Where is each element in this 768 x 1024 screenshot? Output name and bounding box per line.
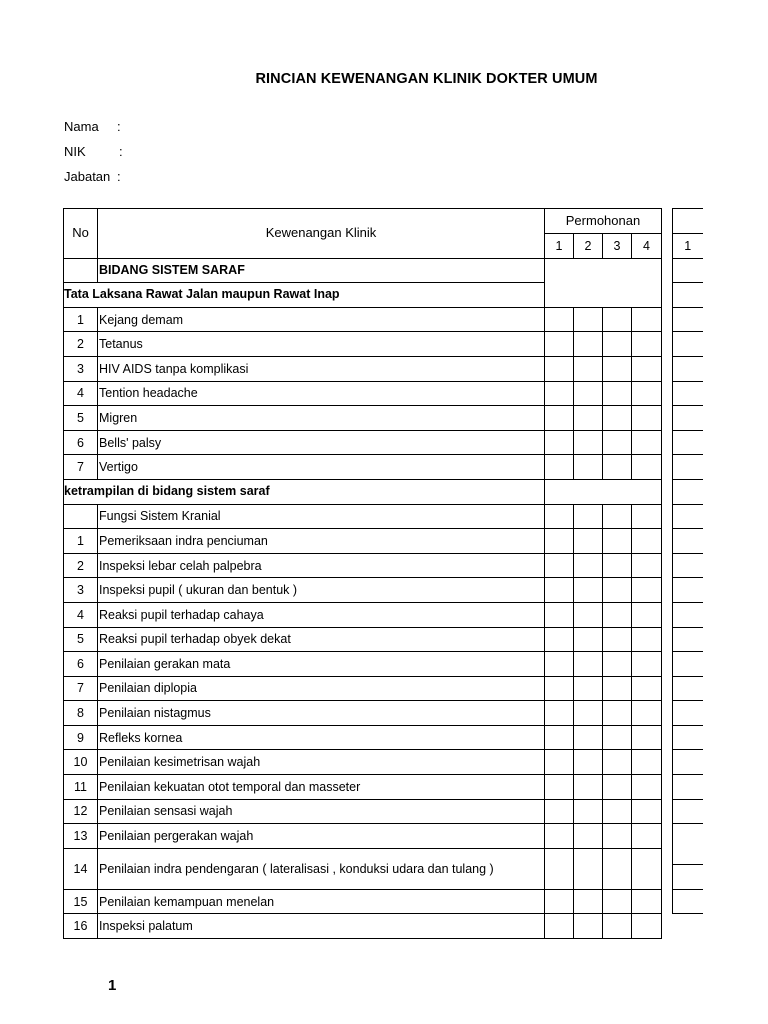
table-row xyxy=(64,799,662,824)
side-row xyxy=(673,799,703,824)
field-jabatan xyxy=(64,169,121,184)
side-row xyxy=(673,381,703,406)
row-number: 6 xyxy=(64,652,98,677)
permohonan-checkbox[interactable] xyxy=(603,529,632,554)
table-row xyxy=(64,307,662,332)
permohonan-checkbox[interactable] xyxy=(603,455,632,480)
permohonan-checkbox[interactable] xyxy=(632,504,662,529)
permohonan-checkbox[interactable] xyxy=(632,602,662,627)
side-row xyxy=(673,865,703,890)
side-checkbox xyxy=(673,479,703,504)
permohonan-checkbox[interactable] xyxy=(545,356,574,381)
side-row xyxy=(673,553,703,578)
side-row xyxy=(673,701,703,726)
row-number: 15 xyxy=(64,889,98,914)
side-row xyxy=(673,504,703,529)
permohonan-checkbox[interactable] xyxy=(632,430,662,455)
bidang-heading: BIDANG SISTEM SARAF xyxy=(98,258,545,283)
side-row xyxy=(673,824,703,865)
row-number: 5 xyxy=(64,406,98,431)
permohonan-checkbox[interactable] xyxy=(603,430,632,455)
section1-cell xyxy=(64,283,340,308)
col-permohonan-header: Permohonan xyxy=(545,209,662,234)
permohonan-checkbox[interactable] xyxy=(574,578,603,603)
permohonan-checkbox[interactable] xyxy=(574,332,603,357)
permohonan-checkbox[interactable] xyxy=(574,775,603,800)
permohonan-checkbox[interactable] xyxy=(545,848,574,889)
side-table xyxy=(672,208,703,914)
permohonan-checkbox[interactable] xyxy=(603,652,632,677)
permohonan-checkbox[interactable] xyxy=(632,381,662,406)
table-row xyxy=(64,578,662,603)
sub-col-2: 2 xyxy=(574,234,603,259)
row-item: Refleks kornea xyxy=(98,725,545,750)
permohonan-checkbox[interactable] xyxy=(545,775,574,800)
permohonan-checkbox[interactable] xyxy=(632,914,662,939)
permohonan-checkbox[interactable] xyxy=(603,848,632,889)
permohonan-checkbox[interactable] xyxy=(545,701,574,726)
side-checkbox xyxy=(673,283,703,308)
permohonan-checkbox[interactable] xyxy=(545,553,574,578)
row-item: Penilaian kesimetrisan wajah xyxy=(98,750,545,775)
permohonan-checkbox[interactable] xyxy=(632,553,662,578)
side-row xyxy=(673,356,703,381)
permohonan-checkbox[interactable] xyxy=(574,504,603,529)
side-row xyxy=(673,627,703,652)
permohonan-checkbox[interactable] xyxy=(632,889,662,914)
side-checkbox xyxy=(673,307,703,332)
permohonan-checkbox[interactable] xyxy=(545,307,574,332)
row-number: 11 xyxy=(64,775,98,800)
permohonan-checkbox[interactable] xyxy=(632,578,662,603)
permohonan-checkbox[interactable] xyxy=(632,775,662,800)
permohonan-checkbox[interactable] xyxy=(545,381,574,406)
permohonan-checkbox[interactable] xyxy=(545,652,574,677)
permohonan-checkbox[interactable] xyxy=(603,381,632,406)
side-row xyxy=(673,889,703,914)
permohonan-checkbox[interactable] xyxy=(574,553,603,578)
permohonan-checkbox[interactable] xyxy=(574,676,603,701)
permohonan-checkbox[interactable] xyxy=(545,602,574,627)
row-number: 2 xyxy=(64,553,98,578)
table-row xyxy=(64,701,662,726)
row-number: 1 xyxy=(64,529,98,554)
row-number: 7 xyxy=(64,676,98,701)
side-checkbox xyxy=(673,356,703,381)
permohonan-checkbox[interactable] xyxy=(632,799,662,824)
row-number: 3 xyxy=(64,578,98,603)
side-row xyxy=(673,529,703,554)
permohonan-checkbox[interactable] xyxy=(574,914,603,939)
permohonan-checkbox[interactable] xyxy=(574,455,603,480)
permohonan-checkbox[interactable] xyxy=(603,775,632,800)
bidang-blank xyxy=(545,258,662,307)
row-item: Tetanus xyxy=(98,332,545,357)
permohonan-checkbox[interactable] xyxy=(545,430,574,455)
permohonan-checkbox[interactable] xyxy=(574,529,603,554)
table-row xyxy=(64,455,662,480)
permohonan-checkbox[interactable] xyxy=(574,799,603,824)
row-item: Penilaian indra pendengaran ( lateralisasi , konduksi udara dan tulang ) xyxy=(98,848,545,889)
row-item: Penilaian nistagmus xyxy=(98,701,545,726)
permohonan-checkbox[interactable] xyxy=(545,889,574,914)
table-row xyxy=(64,430,662,455)
permohonan-checkbox[interactable] xyxy=(574,889,603,914)
side-checkbox xyxy=(673,725,703,750)
permohonan-checkbox[interactable] xyxy=(603,889,632,914)
side-row xyxy=(673,479,703,504)
row-number: 14 xyxy=(64,848,98,889)
row-item: Inspeksi pupil ( ukuran dan bentuk ) xyxy=(98,578,545,603)
field-jabatan-colon: : xyxy=(117,169,121,184)
row-item: Penilaian kekuatan otot temporal dan masseter xyxy=(98,775,545,800)
row-item: Penilaian sensasi wajah xyxy=(98,799,545,824)
side-checkbox xyxy=(673,652,703,677)
permohonan-checkbox[interactable] xyxy=(603,307,632,332)
row-item: Bells' palsy xyxy=(98,430,545,455)
table-row xyxy=(64,602,662,627)
permohonan-checkbox[interactable] xyxy=(632,307,662,332)
table-row xyxy=(64,356,662,381)
field-nik-label: NIK xyxy=(64,144,86,159)
permohonan-checkbox[interactable] xyxy=(545,578,574,603)
permohonan-checkbox[interactable] xyxy=(545,627,574,652)
side-checkbox xyxy=(673,602,703,627)
permohonan-checkbox[interactable] xyxy=(545,676,574,701)
row-item: Penilaian diplopia xyxy=(98,676,545,701)
kewenangan-table xyxy=(63,208,662,939)
permohonan-checkbox[interactable] xyxy=(574,381,603,406)
permohonan-checkbox[interactable] xyxy=(545,332,574,357)
section2-blank xyxy=(545,479,662,504)
side-row xyxy=(673,602,703,627)
permohonan-checkbox[interactable] xyxy=(632,824,662,849)
table-row xyxy=(64,529,662,554)
side-checkbox xyxy=(673,504,703,529)
field-jabatan-label: Jabatan xyxy=(64,169,111,184)
row-number: 12 xyxy=(64,799,98,824)
side-checkbox xyxy=(673,824,703,865)
permohonan-checkbox[interactable] xyxy=(574,824,603,849)
page-number: 1 xyxy=(108,977,117,994)
row-item: Tention headache xyxy=(98,381,545,406)
side-checkbox xyxy=(673,332,703,357)
sub-col-3: 3 xyxy=(603,234,632,259)
side-checkbox xyxy=(673,889,703,914)
row-item: Pemeriksaan indra penciuman xyxy=(98,529,545,554)
side-row xyxy=(673,455,703,480)
side-row xyxy=(673,676,703,701)
table-row xyxy=(64,889,662,914)
row-item: Migren xyxy=(98,406,545,431)
permohonan-checkbox[interactable] xyxy=(632,356,662,381)
side-checkbox xyxy=(673,799,703,824)
field-nama-colon: : xyxy=(117,119,121,134)
permohonan-checkbox[interactable] xyxy=(545,725,574,750)
side-checkbox xyxy=(673,578,703,603)
permohonan-checkbox[interactable] xyxy=(632,701,662,726)
row-number: 4 xyxy=(64,602,98,627)
field-nik xyxy=(64,144,123,159)
side-checkbox xyxy=(673,381,703,406)
table-row xyxy=(64,381,662,406)
permohonan-checkbox[interactable] xyxy=(632,750,662,775)
col-no-header: No xyxy=(64,209,98,259)
permohonan-checkbox[interactable] xyxy=(574,430,603,455)
subheader-row xyxy=(64,504,662,529)
row-number: 1 xyxy=(64,307,98,332)
row-item: Kejang demam xyxy=(98,307,545,332)
table-row xyxy=(64,750,662,775)
row-item: Inspeksi lebar celah palpebra xyxy=(98,553,545,578)
permohonan-checkbox[interactable] xyxy=(545,504,574,529)
permohonan-checkbox[interactable] xyxy=(632,676,662,701)
side-checkbox xyxy=(673,553,703,578)
permohonan-checkbox[interactable] xyxy=(574,356,603,381)
row-number: 6 xyxy=(64,430,98,455)
permohonan-checkbox[interactable] xyxy=(603,725,632,750)
table-row xyxy=(64,775,662,800)
subheader-no xyxy=(64,504,98,529)
row-number: 16 xyxy=(64,914,98,939)
side-checkbox xyxy=(673,627,703,652)
side-checkbox xyxy=(673,529,703,554)
permohonan-checkbox[interactable] xyxy=(545,750,574,775)
permohonan-checkbox[interactable] xyxy=(603,578,632,603)
permohonan-checkbox[interactable] xyxy=(603,356,632,381)
permohonan-checkbox[interactable] xyxy=(574,701,603,726)
row-number: 9 xyxy=(64,725,98,750)
row-item: Penilaian pergerakan wajah xyxy=(98,824,545,849)
sub-col-1: 1 xyxy=(545,234,574,259)
permohonan-checkbox[interactable] xyxy=(545,529,574,554)
permohonan-checkbox[interactable] xyxy=(603,799,632,824)
table-row xyxy=(64,553,662,578)
side-header xyxy=(673,209,703,234)
permohonan-checkbox[interactable] xyxy=(603,627,632,652)
row-number: 4 xyxy=(64,381,98,406)
field-nama-label: Nama xyxy=(64,119,99,134)
section2-cell xyxy=(64,479,270,504)
side-row xyxy=(673,725,703,750)
permohonan-checkbox[interactable] xyxy=(603,602,632,627)
side-row xyxy=(673,775,703,800)
permohonan-checkbox[interactable] xyxy=(603,553,632,578)
permohonan-checkbox[interactable] xyxy=(603,824,632,849)
side-bidang-blank xyxy=(673,258,703,283)
permohonan-checkbox[interactable] xyxy=(632,455,662,480)
side-row xyxy=(673,652,703,677)
side-checkbox xyxy=(673,775,703,800)
row-number: 2 xyxy=(64,332,98,357)
permohonan-checkbox[interactable] xyxy=(603,914,632,939)
permohonan-checkbox[interactable] xyxy=(574,725,603,750)
section1-heading: Tata Laksana Rawat Jalan maupun Rawat Inap xyxy=(64,287,340,302)
permohonan-checkbox[interactable] xyxy=(632,725,662,750)
permohonan-checkbox[interactable] xyxy=(632,406,662,431)
permohonan-checkbox[interactable] xyxy=(545,799,574,824)
subheader-label: Fungsi Sistem Kranial xyxy=(98,504,545,529)
permohonan-checkbox[interactable] xyxy=(574,750,603,775)
document-title: RINCIAN KEWENANGAN KLINIK DOKTER UMUM xyxy=(255,71,598,87)
table-row xyxy=(64,332,662,357)
side-row xyxy=(673,578,703,603)
table-row xyxy=(64,848,662,889)
row-number: 5 xyxy=(64,627,98,652)
col-kewenangan-header: Kewenangan Klinik xyxy=(98,209,545,259)
permohonan-checkbox[interactable] xyxy=(603,406,632,431)
side-row xyxy=(673,307,703,332)
permohonan-checkbox[interactable] xyxy=(603,750,632,775)
row-item: Penilaian gerakan mata xyxy=(98,652,545,677)
row-item: Penilaian kemampuan menelan xyxy=(98,889,545,914)
permohonan-checkbox[interactable] xyxy=(632,529,662,554)
permohonan-checkbox[interactable] xyxy=(545,914,574,939)
permohonan-checkbox[interactable] xyxy=(574,848,603,889)
row-item: Reaksi pupil terhadap obyek dekat xyxy=(98,627,545,652)
row-number: 10 xyxy=(64,750,98,775)
permohonan-checkbox[interactable] xyxy=(574,307,603,332)
side-row xyxy=(673,406,703,431)
permohonan-checkbox[interactable] xyxy=(574,627,603,652)
field-nama xyxy=(64,119,121,134)
row-number: 3 xyxy=(64,356,98,381)
row-item: Vertigo xyxy=(98,455,545,480)
permohonan-checkbox[interactable] xyxy=(632,627,662,652)
permohonan-checkbox[interactable] xyxy=(603,676,632,701)
table-row xyxy=(64,914,662,939)
permohonan-checkbox[interactable] xyxy=(603,504,632,529)
side-row xyxy=(673,332,703,357)
sub-col-4: 4 xyxy=(632,234,662,259)
permohonan-checkbox[interactable] xyxy=(574,652,603,677)
table-row xyxy=(64,725,662,750)
row-number: 7 xyxy=(64,455,98,480)
permohonan-checkbox[interactable] xyxy=(632,652,662,677)
permohonan-checkbox[interactable] xyxy=(603,332,632,357)
side-checkbox xyxy=(673,865,703,890)
side-row xyxy=(673,430,703,455)
side-row xyxy=(673,750,703,775)
section-row xyxy=(64,479,662,504)
row-number: 8 xyxy=(64,701,98,726)
table-row xyxy=(64,652,662,677)
row-number: 13 xyxy=(64,824,98,849)
permohonan-checkbox[interactable] xyxy=(603,701,632,726)
side-section2-blank xyxy=(673,455,703,480)
row-item: Reaksi pupil terhadap cahaya xyxy=(98,602,545,627)
permohonan-checkbox[interactable] xyxy=(545,406,574,431)
permohonan-checkbox[interactable] xyxy=(574,406,603,431)
side-checkbox xyxy=(673,701,703,726)
section2-heading: ketrampilan di bidang sistem saraf xyxy=(64,483,270,498)
row-item: HIV AIDS tanpa komplikasi xyxy=(98,356,545,381)
side-checkbox xyxy=(673,676,703,701)
table-row xyxy=(64,676,662,701)
table-row xyxy=(64,406,662,431)
side-checkbox xyxy=(673,750,703,775)
permohonan-checkbox[interactable] xyxy=(545,824,574,849)
permohonan-checkbox[interactable] xyxy=(632,332,662,357)
row-item: Inspeksi palatum xyxy=(98,914,545,939)
permohonan-checkbox[interactable] xyxy=(574,602,603,627)
permohonan-checkbox[interactable] xyxy=(545,455,574,480)
permohonan-checkbox[interactable] xyxy=(632,848,662,889)
field-nik-colon: : xyxy=(119,144,123,159)
table-row xyxy=(64,824,662,849)
bidang-no xyxy=(64,258,98,283)
table-row xyxy=(64,627,662,652)
side-checkbox xyxy=(673,430,703,455)
side-sub-col-1: 1 xyxy=(673,234,703,259)
side-checkbox xyxy=(673,406,703,431)
side-row xyxy=(673,283,703,308)
